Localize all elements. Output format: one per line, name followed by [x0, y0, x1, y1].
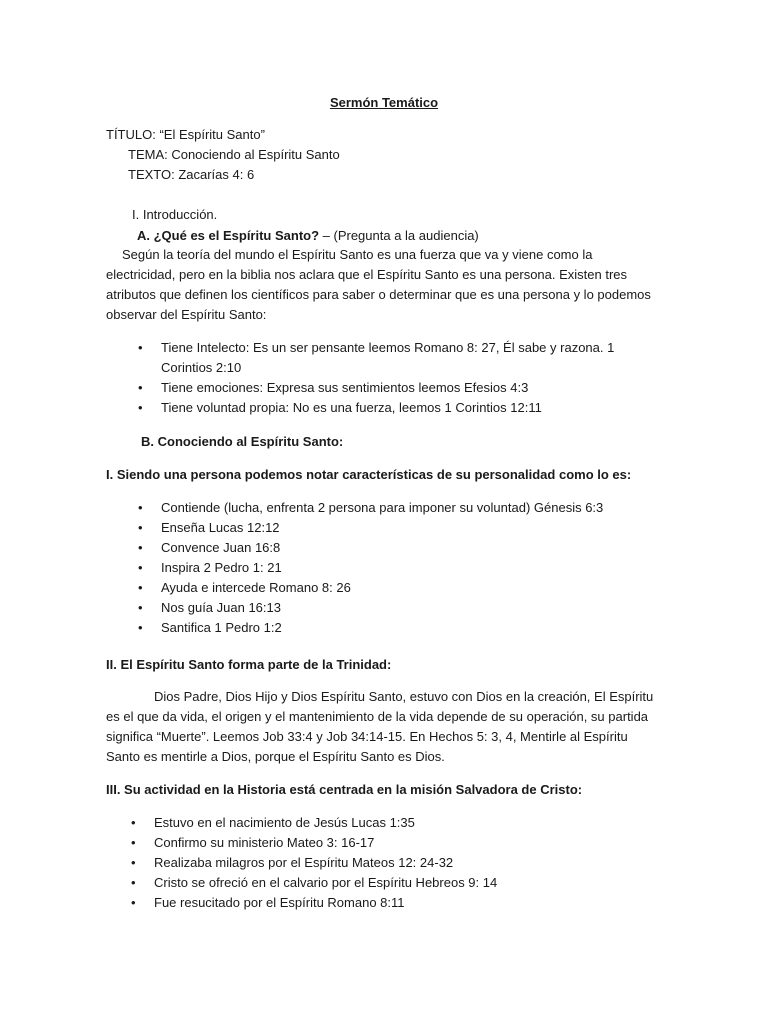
list-item: • Cristo se ofreció en el calvario por el Espíritu Hebreos 9: 14 [125, 873, 497, 893]
section-2-heading: II. El Espíritu Santo forma parte de la Trinidad: [106, 657, 392, 672]
bullet-icon: • [138, 560, 143, 575]
bullet-icon: • [131, 875, 136, 890]
list-item: • Tiene Intelecto: Es un ser pensante leemos Romano 8: 27, Él sabe y razona. 1 Corintios 2:10 [138, 340, 615, 375]
sermon-theme-line: TEMA: Conociendo al Espíritu Santo [128, 147, 340, 162]
bullet-icon: • [138, 600, 143, 615]
intro-question-rest: – (Pregunta a la audiencia) [319, 228, 479, 243]
list-item: • Santifica 1 Pedro 1:2 [132, 618, 603, 638]
bullet-icon: • [138, 380, 143, 395]
list-item: • Nos guía Juan 16:13 [132, 598, 603, 618]
section-2-paragraph: Dios Padre, Dios Hijo y Dios Espíritu Santo, estuvo con Dios en la creación, El Espíritu es el que da vida, el origen y el mantenimiento de la vida depende de su operación, su partida significa “Muerte”. Leemos Job 33:4 y Job 34:14-15. En Hechos 5: 3, 4, Mentirle al Espíritu Santo es mentirle a Dios, porque el Espíritu Santo es Dios. [106, 689, 654, 764]
list-item: • Tiene voluntad propia: No es una fuerza, leemos 1 Corintios 12:11 [132, 398, 661, 418]
bullet-icon: • [138, 580, 143, 595]
section-1-heading: I. Siendo una persona podemos notar características de su personalidad como lo es: [106, 467, 632, 482]
list-item: • Tiene emociones: Expresa sus sentimientos leemos Efesios 4:3 [132, 378, 661, 398]
list-item: • Realizaba milagros por el Espíritu Mateos 12: 24-32 [125, 853, 497, 873]
list-item: • Estuvo en el nacimiento de Jesús Lucas 1:35 [125, 813, 497, 833]
section-3-bullet-list [125, 813, 497, 913]
intro-question-bold: A. ¿Qué es el Espíritu Santo? [137, 228, 320, 243]
bullet-icon: • [138, 340, 143, 355]
intro-bullet-list [132, 338, 661, 418]
bullet-icon: • [131, 895, 136, 910]
sermon-text-line: TEXTO: Zacarías 4: 6 [128, 167, 255, 182]
list-item: • Confirmo su ministerio Mateo 3: 16-17 [125, 833, 497, 853]
section-1-bullet-list [132, 498, 603, 638]
list-item: • Inspira 2 Pedro 1: 21 [132, 558, 603, 578]
list-item: • Convence Juan 16:8 [132, 538, 603, 558]
list-item: • Ayuda e intercede Romano 8: 26 [132, 578, 603, 598]
bullet-icon: • [138, 400, 143, 415]
list-item: • Fue resucitado por el Espíritu Romano 8:11 [125, 893, 497, 913]
bullet-icon: • [131, 815, 136, 830]
bullet-icon: • [138, 620, 143, 635]
section-b-heading: B. Conociendo al Espíritu Santo: [141, 434, 344, 449]
bullet-icon: • [138, 540, 143, 555]
section-3-heading: III. Su actividad en la Historia está centrada en la misión Salvadora de Cristo: [106, 782, 583, 797]
bullet-icon: • [131, 835, 136, 850]
intro-heading: I. Introducción. [132, 207, 218, 222]
intro-question [137, 226, 479, 246]
list-item: • Enseña Lucas 12:12 [132, 518, 603, 538]
bullet-icon: • [138, 520, 143, 535]
sermon-title-line: TÍTULO: “El Espíritu Santo” [106, 127, 265, 142]
page-title: Sermón Temático [329, 95, 439, 110]
bullet-icon: • [131, 855, 136, 870]
bullet-icon: • [138, 500, 143, 515]
list-item: • Contiende (lucha, enfrenta 2 persona para imponer su voluntad) Génesis 6:3 [132, 498, 603, 518]
intro-paragraph: Según la teoría del mundo el Espíritu Santo es una fuerza que va y viene como la electricidad, pero en la biblia nos aclara que el Espíritu Santo es una persona. Existen tres atributos que definen los científicos para saber o determinar que es una persona y lo podemos observar del Espíritu Santo: [106, 247, 651, 322]
